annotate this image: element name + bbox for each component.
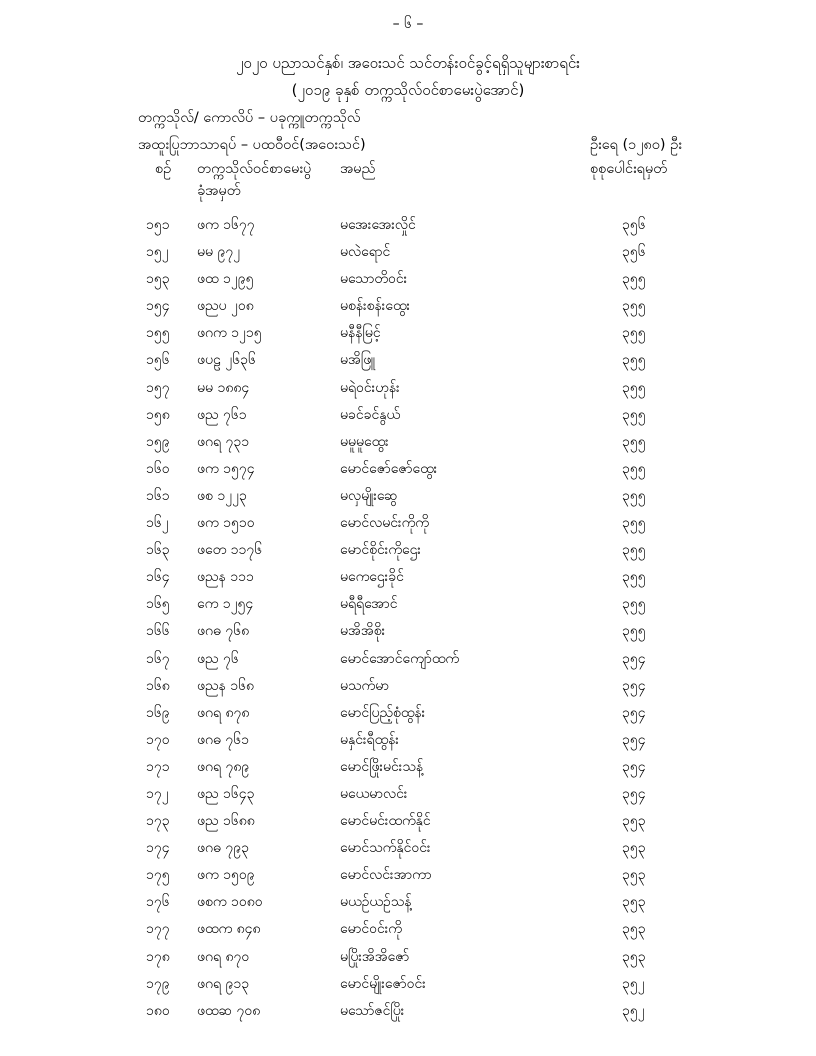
student-name: မောင်သက်နိုင်ဝင်း (340, 840, 431, 857)
total-marks: ၃၅၄ (622, 758, 646, 775)
roll-number: ဖက ၁၅၇၄ (197, 460, 255, 477)
column-header-name: အမည် (340, 161, 376, 177)
roll-number: ဖည ၇၆၁ (197, 406, 247, 423)
table-row (0, 482, 816, 509)
student-name: မောင်ပြည့်စုံထွန်း (340, 704, 426, 721)
row-number: ၁၅၂ (146, 244, 169, 261)
roll-number: ဖထဆ ၇၀၈ (197, 1002, 261, 1019)
total-marks: ၃၅၅ (622, 623, 646, 640)
student-name: မကေဌေးခိုင် (340, 569, 404, 586)
row-number: ၁၅၆ (146, 352, 170, 369)
roll-number: ဖဂရ ၈၇၈ (197, 704, 250, 721)
total-marks: ၃၅၆ (622, 217, 646, 233)
total-marks: ၃၅၅ (622, 271, 646, 288)
table-row (0, 997, 816, 1024)
row-number: ၁၇၄ (146, 840, 170, 857)
table-row (0, 970, 816, 997)
table-row (0, 590, 816, 617)
row-number: ၁၇၀ (146, 731, 170, 748)
row-number: ၁၆၀ (146, 460, 170, 477)
student-name: မသက်မာ (340, 677, 389, 694)
roll-number: ဖထ ၁၂၉၅ (197, 271, 254, 288)
table-row (0, 807, 816, 834)
student-name: မမူမူထွေး (340, 433, 389, 450)
total-marks: ၃၅၅ (622, 325, 646, 342)
table-row (0, 509, 816, 536)
student-name: မလဲရောင် (340, 244, 391, 261)
document-subtitle: (၂၀၁၉ ခုနှစ် တက္ကသိုလ်ဝင်စာမေးပွဲအောင်) (291, 81, 525, 99)
row-number: ၁၅၃ (146, 271, 170, 288)
row-number: ၁၇၉ (146, 975, 170, 992)
table-row (0, 672, 816, 699)
roll-number: ဖဂက ၁၂၁၅ (197, 325, 262, 342)
total-marks: ၃၅၄ (622, 677, 646, 694)
total-marks: ၃၅၃ (622, 894, 646, 911)
row-number: ၁၅၉ (146, 433, 170, 450)
row-number: ၁၆၉ (146, 704, 170, 721)
table-row (0, 563, 816, 590)
total-marks: ၃၅၅ (622, 379, 646, 396)
student-name: မောင်ဝင်းကို (340, 921, 403, 938)
student-name: မအိအိစိုး (340, 623, 386, 640)
table-row (0, 753, 816, 780)
roll-number: ဖဂဓ ၇၆၈ (197, 623, 250, 640)
roll-number: ကေ ၁၂၅၄ (197, 596, 254, 613)
table-row (0, 726, 816, 753)
total-marks: ၃၅၄ (622, 704, 646, 721)
student-name: မခင်ခင်နွယ် (340, 406, 401, 423)
total-marks: ၃၅၄ (622, 731, 646, 748)
row-number: ၁၆၄ (146, 569, 170, 586)
roll-number: မမ ၉၇၂ (197, 244, 241, 261)
row-number: ၁၇၁ (146, 758, 170, 775)
student-name: မောင်မင်းထက်နိုင် (340, 813, 431, 830)
roll-number: ဖဂဓ ၇၆၁ (197, 731, 249, 748)
row-number: ၁၆၇ (146, 650, 170, 667)
roll-number: ဖညပ ၂၀၈ (197, 298, 254, 315)
student-name: မပြိုးအိအိဇော် (340, 948, 410, 965)
student-name: မောင်ဖြိုးမင်းသန့် (340, 758, 424, 775)
table-row (0, 645, 816, 672)
row-number: ၁၅၇ (146, 379, 170, 396)
roll-number: ဖည ၁၆၄၃ (197, 785, 255, 802)
table-row (0, 292, 816, 319)
row-number: ၁၇၇ (146, 921, 170, 938)
row-number: ၁၅၈ (146, 406, 170, 423)
column-header-roll-line2: ခုံအမှတ် (197, 183, 241, 199)
table-row (0, 211, 816, 238)
total-marks: ၃၅၆ (622, 244, 646, 261)
row-number: ၁၅၄ (146, 298, 170, 315)
student-name: မောင်လင်းအာကာ (340, 867, 432, 884)
row-number: ၁၇၈ (146, 948, 170, 965)
total-marks: ၃၅၅ (622, 298, 646, 315)
table-row (0, 699, 816, 726)
total-marks: ၃၅၃ (622, 840, 646, 857)
table-row (0, 374, 816, 401)
table-row (0, 536, 816, 563)
total-marks: ၃၅၅ (622, 433, 646, 450)
student-name: မစန်းစန်းထွေး (340, 298, 411, 315)
student-name: မယဉ်ယဉ်သန့် (340, 894, 412, 911)
table-row (0, 861, 816, 888)
row-number: ၁၆၃ (146, 542, 170, 559)
total-marks: ၃၅၄ (622, 785, 646, 802)
total-marks: ၃၅၅ (622, 406, 646, 423)
row-number: ၁၅၅ (146, 325, 170, 342)
total-marks: ၃၅၅ (622, 596, 646, 613)
student-name: မောင်အောင်ကျော်ထက် (340, 650, 460, 667)
roll-number: ဖဂရ ၉၁၃ (197, 975, 250, 992)
table-row (0, 915, 816, 942)
roll-number: ဖက ၁၆၇၇ (197, 217, 255, 233)
table-row (0, 834, 816, 861)
total-marks: ၃၅၅ (622, 542, 646, 559)
student-name: မရီရီအောင် (340, 596, 398, 613)
student-name: မောင်မျိုးဇော်ဝင်း (340, 975, 426, 992)
roll-number: ဖစ ၁၂၂၃ (197, 487, 247, 504)
roll-number: ဖညန ၁၆၈ (197, 677, 254, 694)
row-number: ၁၇၆ (146, 894, 170, 911)
total-marks: ၃၅၅ (622, 460, 646, 477)
total-marks: ၃၅၃ (622, 948, 646, 965)
total-marks: ၃၅၅ (622, 569, 646, 586)
student-name: မအိဖြူ (340, 352, 376, 369)
total-marks: ၃၅၃ (622, 867, 646, 884)
row-number: ၁၆၂ (146, 515, 169, 532)
column-header-roll: တက္ကသိုလ်ဝင်စာမေးပွဲ (197, 161, 312, 177)
table-row (0, 428, 816, 455)
roll-number: ဖပဠ ၂၆၃၆ (197, 352, 256, 369)
column-header-marks: စုစုပေါင်းရမှတ် (590, 161, 668, 177)
roll-number: မမ ၁၈၈၄ (197, 379, 250, 396)
roll-number: ဖဂဓ ၇၉၃ (197, 840, 249, 857)
column-header-no: စဉ် (155, 161, 172, 177)
row-number: ၁၇၅ (146, 867, 170, 884)
total-marks: ၃၅၂ (622, 975, 645, 992)
roll-number: ဖက ၁၅၀၉ (197, 867, 255, 884)
student-name: မသောတိဝင်း (340, 271, 408, 288)
total-marks: ၃၅၄ (622, 650, 646, 667)
student-name: မရဲဝင်းဟုန်း (340, 379, 400, 396)
table-row (0, 238, 816, 265)
student-name: မောင်လမင်းကိုကို (340, 515, 429, 532)
student-name: မယေမာလင်း (340, 785, 408, 802)
university-label: တက္ကသိုလ်/ ကောလိပ် – ပခုက္ကူတက္ကသိုလ် (138, 110, 361, 126)
roll-number: ဖတေ ၁၁၇၆ (197, 542, 263, 559)
total-marks: ၃၅၅ (622, 515, 646, 532)
roll-number: ဖည ၇၆ (197, 650, 239, 667)
student-name: မသော်ဇင်ပြိုး (340, 1002, 405, 1019)
row-number: ၁၆၈ (146, 677, 170, 694)
row-number: ၁၆၁ (146, 487, 170, 504)
document-title: ၂၀၂၀ ပညာသင်နှစ်၊ အဝေးသင် သင်တန်းဝင်ခွင့်ရရှိသူများစာရင်း (236, 54, 580, 72)
total-marks: ၃၅၃ (622, 813, 646, 830)
roll-number: ဖညန ၁၁၁ (197, 569, 254, 586)
row-number: ၁၇၂ (146, 785, 169, 802)
results-table (0, 211, 816, 1024)
roll-number: ဖဂရ ၈၇၀ (197, 948, 250, 965)
page-number: – ၆ – (392, 16, 424, 32)
row-number: ၁၅၁ (146, 217, 170, 233)
roll-number: ဖည ၁၆၈၈ (197, 813, 255, 830)
roll-number: ဖထက ၈၄၈ (197, 921, 261, 938)
roll-number: ဖဂရ ၇၈၉ (197, 758, 250, 775)
table-row (0, 401, 816, 428)
table-row (0, 319, 816, 346)
table-row (0, 617, 816, 644)
table-row (0, 455, 816, 482)
row-number: ၁၆၆ (146, 623, 170, 640)
row-number: ၁၇၃ (146, 813, 170, 830)
table-row (0, 265, 816, 292)
subject-label: အထူးပြုဘာသာရပ် – ပထဝီဝင်(အဝေးသင်) (138, 137, 366, 153)
total-count-label: ဦးရေ (၁၂၈၀) ဦး (590, 137, 682, 153)
student-name: မနှင်းရီထွန်း (340, 731, 399, 748)
roll-number: ဖဂရ ၇၃၁ (197, 433, 250, 450)
total-marks: ၃၅၅ (622, 352, 646, 369)
student-name: မောင်စိုင်းကိုဌေး (340, 542, 421, 559)
table-row (0, 888, 816, 915)
row-number: ၁၆၅ (146, 596, 170, 613)
table-row (0, 943, 816, 970)
total-marks: ၃၅၅ (622, 487, 646, 504)
row-number: ၁၈၀ (146, 1002, 170, 1019)
student-name: မအေးအေးလှိုင် (340, 217, 416, 233)
table-row (0, 780, 816, 807)
roll-number: ဖက ၁၅၁၀ (197, 515, 255, 532)
student-name: မလှမျိုးဆွေ (340, 487, 398, 504)
total-marks: ၃၅၂ (622, 1002, 645, 1019)
student-name: မနီနီမြင့် (340, 325, 381, 342)
table-row (0, 346, 816, 373)
student-name: မောင်ဇော်ဇော်ထွေး (340, 460, 438, 477)
total-marks: ၃၅၃ (622, 921, 646, 938)
roll-number: ဖစက ၁၀၈၀ (197, 894, 263, 911)
